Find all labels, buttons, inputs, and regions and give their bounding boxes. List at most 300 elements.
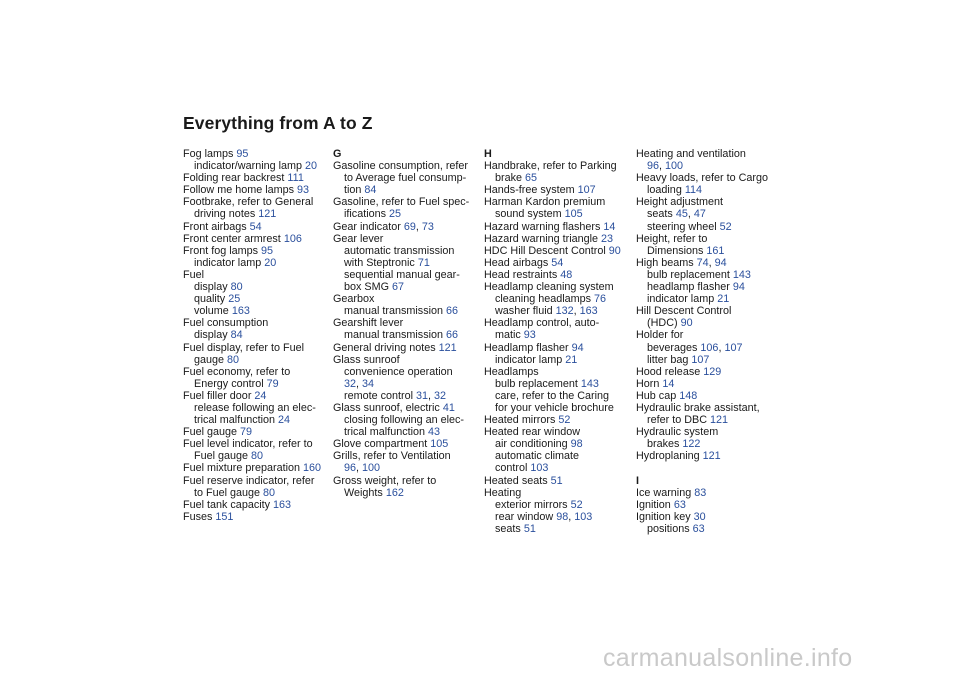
index-subentry	[636, 293, 784, 305]
page-link[interactable]: 14	[603, 220, 616, 233]
page-link[interactable]: 79	[240, 426, 253, 439]
page-link[interactable]: 43	[428, 426, 441, 439]
page-link[interactable]: 80	[230, 281, 243, 294]
entry-label: Fuel gauge	[183, 426, 241, 439]
entry-label: display	[194, 329, 231, 342]
page-link[interactable]: 94	[714, 256, 727, 269]
entry-label: convenience operation	[344, 365, 453, 378]
index-entry	[484, 475, 632, 487]
entry-label: indicator lamp	[495, 353, 566, 366]
entry-label: air conditioning	[495, 438, 571, 451]
page-link[interactable]: 93	[297, 184, 310, 197]
page-link[interactable]: 90	[680, 317, 693, 330]
entry-label: Hill Descent Control	[636, 305, 732, 318]
entry-label: Gear indicator	[333, 220, 404, 233]
index-entry	[484, 233, 632, 245]
index-entry	[636, 329, 784, 341]
entry-label: manual transmission	[344, 329, 447, 342]
entry-label: Front fog lamps	[183, 244, 262, 257]
index-entry	[183, 269, 331, 281]
entry-label: Height adjustment	[636, 196, 724, 209]
entry-label: rear window	[495, 510, 557, 523]
entry-label: washer fluid	[495, 305, 556, 318]
entry-label: litter bag	[647, 353, 692, 366]
entry-label: driving notes	[194, 208, 259, 221]
index-subentry	[333, 245, 481, 257]
page-link[interactable]: 66	[446, 305, 459, 318]
entry-label: tion	[344, 184, 365, 197]
page-link[interactable]: 98	[570, 438, 583, 451]
page-link[interactable]: 32	[434, 389, 447, 402]
index-subentry	[183, 293, 331, 305]
index-column-3	[484, 148, 632, 535]
index-subentry	[183, 487, 331, 499]
entry-label: Fuel	[183, 268, 205, 281]
page-link[interactable]: 24	[254, 389, 267, 402]
page-link[interactable]: 90	[608, 244, 621, 257]
index-subentry	[183, 402, 331, 414]
index-subentry: rear window 98, 103	[495, 510, 593, 523]
entry-label: steering wheel	[647, 220, 720, 233]
entry-label: Heating	[484, 486, 522, 499]
entry-label: cleaning headlamps	[495, 293, 595, 306]
index-entry	[183, 475, 331, 487]
entry-label: release following an elec-	[194, 401, 316, 414]
index-subentry	[636, 245, 784, 257]
page-link[interactable]: 63	[692, 522, 705, 535]
page-link[interactable]: 23	[601, 232, 614, 245]
page-link[interactable]: 20	[264, 256, 277, 269]
index-entry	[183, 390, 331, 402]
entry-label: to Average fuel consump-	[344, 172, 467, 185]
page-link[interactable]: 80	[263, 486, 276, 499]
index-column-2	[333, 148, 481, 499]
index-entry	[484, 281, 632, 293]
section-spacer	[636, 462, 784, 474]
page-link[interactable]: 80	[251, 450, 264, 463]
page-link[interactable]: 94	[571, 341, 584, 354]
index-entry	[636, 390, 784, 402]
entry-label: trical malfunction	[344, 426, 429, 439]
index-subentry	[183, 414, 331, 426]
entry-label: Fog lamps	[183, 148, 237, 160]
page-link[interactable]: 63	[673, 498, 686, 511]
entry-label: ifications	[344, 208, 390, 221]
page-link[interactable]: 30	[693, 510, 706, 523]
page-link[interactable]: 66	[446, 329, 459, 342]
index-entry	[183, 438, 331, 450]
index-entry	[636, 172, 784, 184]
index-entry	[333, 293, 481, 305]
entry-label: with Steptronic	[344, 256, 418, 269]
index-entry	[183, 184, 331, 196]
entry-label: gauge	[194, 353, 228, 366]
entry-label: refer to DBC	[647, 414, 710, 427]
entry-label: H	[484, 148, 492, 160]
page-link[interactable]: 80	[227, 353, 240, 366]
index-entry	[484, 426, 632, 438]
index-entry	[636, 450, 784, 462]
index-entry	[484, 342, 632, 354]
index-subentry	[183, 208, 331, 220]
entry-label: Hydraulic brake assistant,	[636, 401, 760, 414]
entry-label: Folding rear backrest	[183, 172, 288, 185]
page-link[interactable]: 24	[278, 414, 291, 427]
page-link[interactable]: 121	[702, 450, 721, 463]
entry-label: I	[636, 474, 639, 487]
page-link[interactable]: 107	[724, 341, 743, 354]
page-link[interactable]: 20	[305, 160, 318, 173]
page-link[interactable]: 32	[344, 377, 357, 390]
index-entry	[484, 184, 632, 196]
page-link[interactable]: 84	[364, 184, 377, 197]
index-subentry	[183, 329, 331, 341]
page-link[interactable]: 106	[700, 341, 719, 354]
index-entry: High beams 74, 94	[636, 256, 727, 269]
index-entry	[636, 487, 784, 499]
page-link[interactable]: 52	[570, 498, 583, 511]
entry-label: Footbrake, refer to General	[183, 196, 314, 209]
index-entry	[484, 221, 632, 233]
index-entry	[183, 221, 331, 233]
index-entry	[333, 402, 481, 414]
index-entry	[183, 172, 331, 184]
entry-label: control	[495, 462, 531, 475]
index-entry	[636, 148, 784, 160]
entry-label: seats	[495, 522, 524, 535]
page-title: Everything from A to Z	[183, 113, 373, 133]
entry-label: Ice warning	[636, 486, 695, 499]
page-link[interactable]: 100	[362, 462, 381, 475]
index-subentry	[333, 426, 481, 438]
page-link[interactable]: 96	[344, 462, 357, 475]
entry-label: seats	[647, 208, 676, 221]
page-link[interactable]: 95	[261, 244, 274, 257]
page-link[interactable]: 45	[675, 208, 688, 221]
entry-label: Headlamp flasher	[484, 341, 572, 354]
page-link[interactable]: 65	[525, 172, 538, 185]
page-link[interactable]: 103	[530, 462, 549, 475]
entry-label: exterior mirrors	[495, 498, 571, 511]
page-link[interactable]: 129	[703, 365, 722, 378]
index-subentry	[333, 487, 481, 499]
section-letter	[484, 148, 632, 160]
entry-label: Heavy loads, refer to Cargo	[636, 172, 769, 185]
entry-label: Hub cap	[636, 389, 680, 402]
index-subentry: remote control 31, 32	[344, 389, 447, 402]
entry-label: Ignition key	[636, 510, 694, 523]
page-link[interactable]: 74	[696, 256, 709, 269]
index-subentry	[484, 378, 632, 390]
index-subentry	[333, 414, 481, 426]
index-subentry	[636, 523, 784, 535]
entry-label: Ignition	[636, 498, 674, 511]
entry-label: General driving notes	[333, 341, 439, 354]
index-subentry	[636, 281, 784, 293]
page-link[interactable]: 21	[717, 293, 730, 306]
entry-label: Headlamp control, auto-	[484, 317, 600, 330]
index-entry	[484, 487, 632, 499]
index-entry	[484, 257, 632, 269]
index-entry	[183, 196, 331, 208]
index-subentry	[636, 184, 784, 196]
index-subentry	[484, 523, 632, 535]
page-link[interactable]: 161	[706, 244, 725, 257]
page-link[interactable]: 121	[710, 414, 729, 427]
index-subentry	[636, 269, 784, 281]
index-entry	[333, 438, 481, 450]
page-link[interactable]: 48	[560, 268, 573, 281]
index-entry	[333, 160, 481, 172]
page-link[interactable]: 51	[523, 522, 536, 535]
entry-label: Glove compartment	[333, 438, 431, 451]
page-link[interactable]: 41	[442, 401, 455, 414]
page-link[interactable]: 67	[392, 281, 405, 294]
entry-label: Grills, refer to Ventilation	[333, 450, 451, 463]
entry-label: Follow me home lamps	[183, 184, 298, 197]
entry-label: bulb replacement	[495, 377, 581, 390]
entry-label: Energy control	[194, 377, 267, 390]
page-link[interactable]: 160	[303, 462, 322, 475]
page-link[interactable]: 69	[403, 220, 416, 233]
entry-label: sound system	[495, 208, 565, 221]
page-link[interactable]: 31	[416, 389, 429, 402]
page-link[interactable]: 132	[555, 305, 574, 318]
page-link[interactable]: 100	[665, 160, 684, 173]
section-letter	[636, 475, 784, 487]
index-subentry	[636, 317, 784, 329]
entry-label: Heated seats	[484, 474, 551, 487]
page-link[interactable]: 34	[362, 377, 375, 390]
page-link[interactable]: 71	[417, 256, 430, 269]
page-link[interactable]: 83	[694, 486, 707, 499]
index-subentry	[484, 390, 632, 402]
page-link[interactable]: 162	[385, 486, 404, 499]
watermark: carmanualsonline.info	[603, 644, 853, 672]
page-link[interactable]: 121	[258, 208, 277, 221]
entry-label: closing following an elec-	[344, 414, 465, 427]
page-link[interactable]: 163	[231, 305, 250, 318]
page-link[interactable]: 151	[215, 510, 234, 523]
entry-label: Hydroplaning	[636, 450, 703, 463]
entry-label: indicator/warning lamp	[194, 160, 306, 173]
entry-label: Front airbags	[183, 220, 250, 233]
entry-label: Hazard warning flashers	[484, 220, 604, 233]
index-subentry: beverages 106, 107	[647, 341, 743, 354]
entry-label: Heated rear window	[484, 426, 581, 439]
index-subentry	[636, 354, 784, 366]
page-link[interactable]: 52	[558, 414, 571, 427]
entry-label: beverages	[647, 341, 701, 354]
index-entry	[183, 499, 331, 511]
index-entry	[484, 160, 632, 172]
entry-label: Gasoline, refer to Fuel spec-	[333, 196, 470, 209]
page-link[interactable]: 143	[732, 268, 751, 281]
entry-label: Front center armrest	[183, 232, 284, 245]
page-link[interactable]: 122	[682, 438, 701, 451]
page-link[interactable]: 103	[574, 510, 593, 523]
index-entry	[333, 196, 481, 208]
entry-label: trical malfunction	[194, 414, 279, 427]
entry-label: Headlamps	[484, 365, 539, 378]
entry-label: Glass sunroof	[333, 353, 400, 366]
section-letter	[333, 148, 481, 160]
page-link[interactable]: 52	[719, 220, 732, 233]
index-subentry	[484, 462, 632, 474]
index-subentry	[183, 378, 331, 390]
entry-label: Gearbox	[333, 293, 375, 306]
index-entry	[484, 366, 632, 378]
entry-label: G	[333, 148, 342, 160]
page-link[interactable]: 94	[732, 281, 745, 294]
page-link[interactable]: 163	[579, 305, 598, 318]
entry-label: Hands-free system	[484, 184, 578, 197]
entry-label: Weights	[344, 486, 386, 499]
index-entry	[333, 475, 481, 487]
page-link[interactable]: 143	[580, 377, 599, 390]
page-link[interactable]: 93	[523, 329, 536, 342]
entry-label: automatic climate	[495, 450, 580, 463]
entry-label: Hood release	[636, 365, 704, 378]
index-entry	[636, 366, 784, 378]
index-entry	[183, 245, 331, 257]
entry-label: Fuel tank capacity	[183, 498, 274, 511]
index-entry	[183, 511, 331, 523]
index-subentry	[183, 281, 331, 293]
index-subentry: washer fluid 132, 163	[495, 305, 598, 318]
entry-label: to Fuel gauge	[194, 486, 264, 499]
entry-label: quality	[194, 293, 229, 306]
entry-label: Harman Kardon premium	[484, 196, 606, 209]
index-entry	[484, 245, 632, 257]
entry-label: Headlamp cleaning system	[484, 281, 614, 294]
page-link[interactable]: 107	[577, 184, 596, 197]
index-subentry	[636, 414, 784, 426]
entry-label: manual transmission	[344, 305, 447, 318]
entry-label: Hazard warning triangle	[484, 232, 602, 245]
entry-label: Gross weight, refer to	[333, 474, 437, 487]
index-entry	[183, 426, 331, 438]
entry-label: brakes	[647, 438, 683, 451]
index-entry	[183, 148, 331, 160]
index-subentry	[183, 305, 331, 317]
entry-label: Fuel level indicator, refer to	[183, 438, 313, 451]
page-link[interactable]: 79	[266, 377, 279, 390]
page-link[interactable]: 96	[647, 160, 660, 173]
index-subentry	[484, 329, 632, 341]
page-link[interactable]: 21	[565, 353, 578, 366]
page-link[interactable]: 25	[389, 208, 402, 221]
index-subentry	[333, 366, 481, 378]
index-subentry	[636, 438, 784, 450]
page-link[interactable]: 47	[693, 208, 706, 221]
entry-label: sequential manual gear-	[344, 268, 460, 281]
entry-label: matic	[495, 329, 524, 342]
index-subentry	[333, 184, 481, 196]
index-entry	[333, 317, 481, 329]
index-subentry	[333, 208, 481, 220]
index-column-1	[183, 148, 331, 523]
entry-label: Fuel consumption	[183, 317, 269, 330]
entry-label: Fuel filler door	[183, 389, 255, 402]
entry-label: volume	[194, 305, 232, 318]
page-link[interactable]: 121	[438, 341, 457, 354]
index-entry	[636, 196, 784, 208]
index-entry	[333, 450, 481, 462]
index-subentry	[183, 354, 331, 366]
page-link[interactable]: 76	[594, 293, 607, 306]
page-link[interactable]: 105	[564, 208, 583, 221]
index-subentry	[484, 450, 632, 462]
entry-label: Handbrake, refer to Parking	[484, 160, 617, 173]
entry-label: for your vehicle brochure	[495, 401, 614, 414]
entry-label: display	[194, 281, 231, 294]
index-entry	[484, 269, 632, 281]
page-link[interactable]: 111	[287, 172, 304, 185]
entry-label: bulb replacement	[647, 268, 733, 281]
page-link[interactable]: 14	[662, 377, 675, 390]
page-link[interactable]: 106	[283, 232, 302, 245]
entry-label: Heating and ventilation	[636, 148, 746, 160]
index-entry	[183, 366, 331, 378]
page-link[interactable]: 54	[249, 220, 262, 233]
index-subentry	[484, 402, 632, 414]
index-subentry: 32, 34	[344, 377, 375, 390]
page-link[interactable]: 25	[228, 293, 241, 306]
entry-label: Fuel reserve indicator, refer	[183, 474, 315, 487]
index-entry	[636, 402, 784, 414]
page-link[interactable]: 105	[430, 438, 449, 451]
index-subentry	[636, 221, 784, 233]
page-link[interactable]: 98	[556, 510, 569, 523]
index-subentry	[484, 172, 632, 184]
page-link[interactable]: 107	[691, 353, 710, 366]
index-subentry: 96, 100	[344, 462, 381, 475]
page-link[interactable]: 54	[551, 256, 564, 269]
index-entry	[484, 414, 632, 426]
index-subentry	[183, 450, 331, 462]
entry-label: Fuel gauge	[194, 450, 252, 463]
index-subentry	[333, 172, 481, 184]
index-entry	[183, 342, 331, 354]
entry-label: brake	[495, 172, 526, 185]
entry-label: indicator lamp	[194, 256, 265, 269]
entry-label: Fuel display, refer to Fuel	[183, 341, 305, 354]
page-link[interactable]: 148	[679, 389, 698, 402]
page-link[interactable]: 114	[684, 184, 703, 197]
page-link[interactable]: 95	[236, 148, 249, 160]
page-link[interactable]: 84	[230, 329, 243, 342]
entry-label: Head restraints	[484, 268, 561, 281]
page-link[interactable]: 73	[421, 220, 434, 233]
index-entry	[484, 196, 632, 208]
index-entry	[183, 317, 331, 329]
index-entry	[636, 499, 784, 511]
page-link[interactable]: 163	[273, 498, 292, 511]
entry-label: High beams	[636, 256, 697, 269]
index-entry	[333, 233, 481, 245]
entry-label: automatic transmission	[344, 244, 455, 257]
entry-label: Gasoline consumption, refer	[333, 160, 469, 173]
index-subentry	[333, 329, 481, 341]
index-subentry	[484, 208, 632, 220]
page-link[interactable]: 51	[550, 474, 563, 487]
entry-label: positions	[647, 522, 693, 535]
entry-label: remote control	[344, 389, 417, 402]
index-entry	[636, 426, 784, 438]
entry-label: Heated mirrors	[484, 414, 559, 427]
index-entry	[183, 462, 331, 474]
